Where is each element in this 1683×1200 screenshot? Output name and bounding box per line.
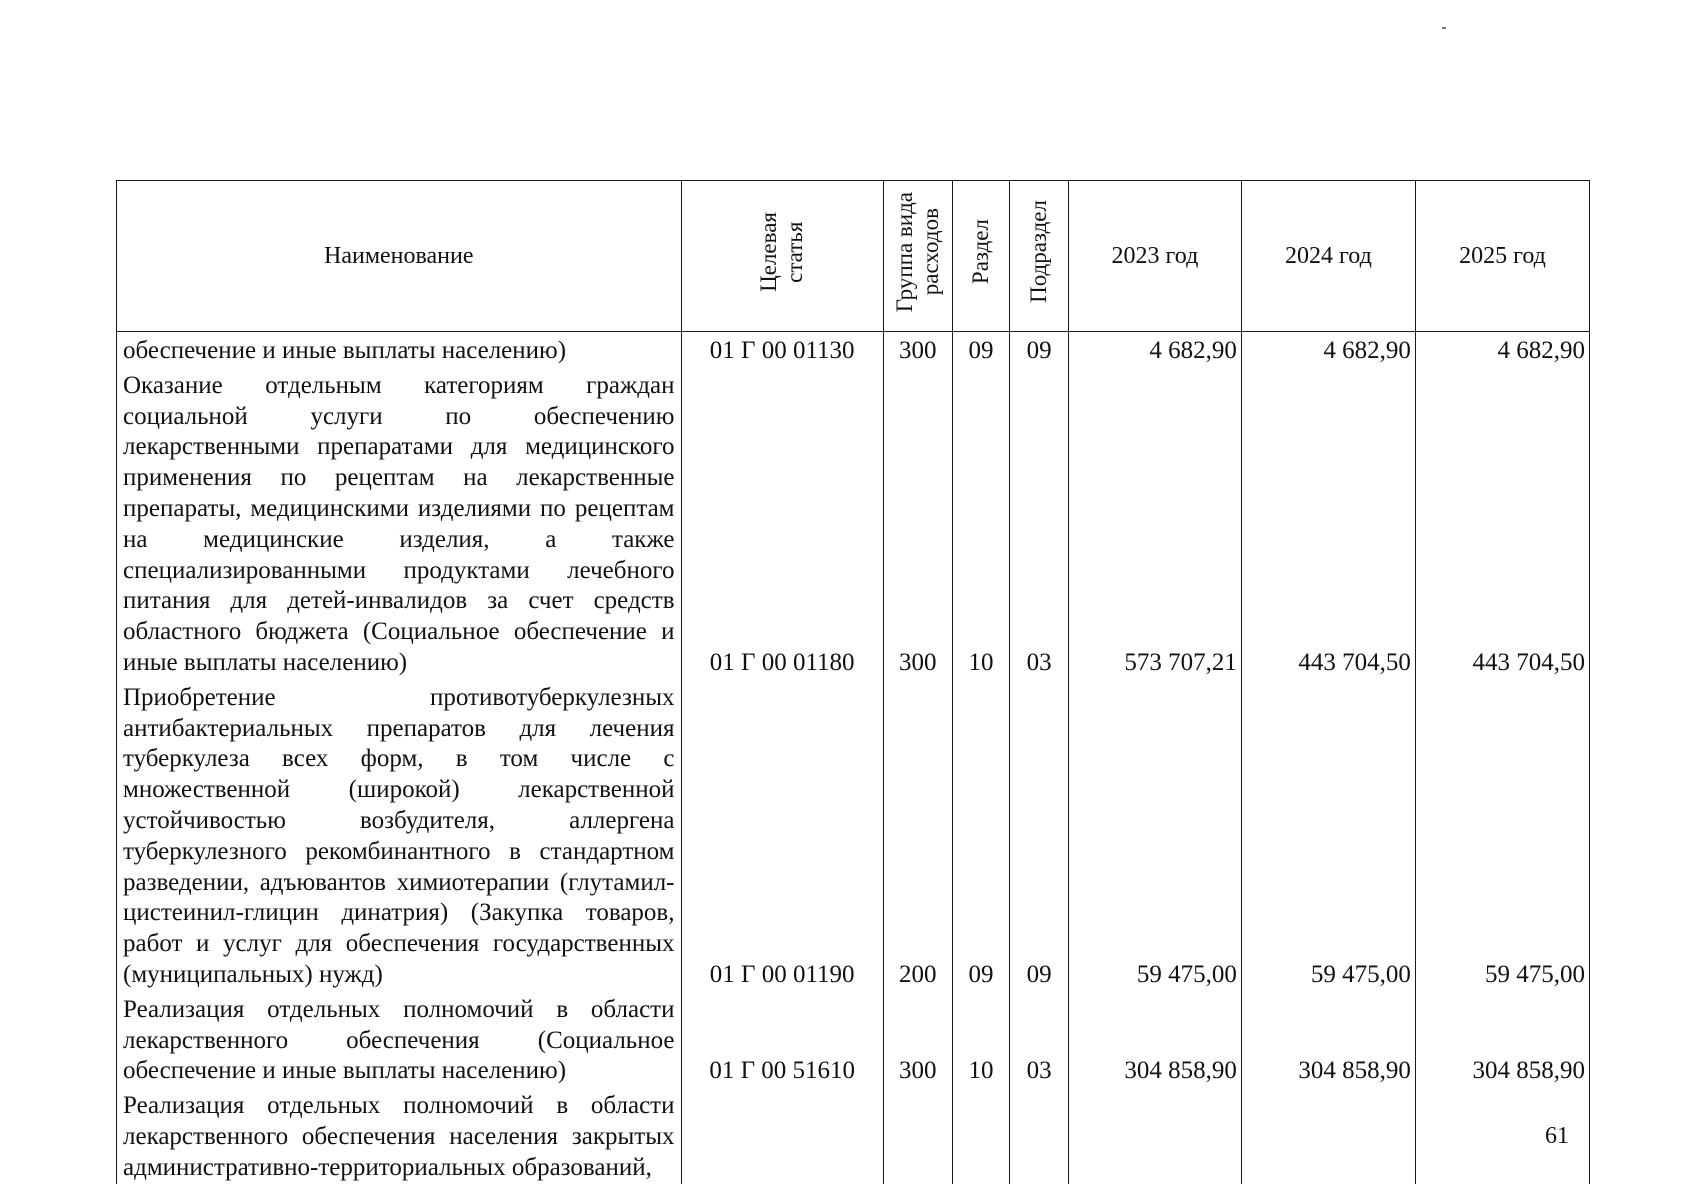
row-amount-2024: 304 858,90 — [1241, 991, 1415, 1087]
row-name: Оказание отдельным категориям граждан социальной услуги по обеспечению лекарственными препаратами для медицинского применения по рецептам на лекарственные препараты, медицинскими изделиями по рецептам на медицинские изделия, а также специализированными продуктами лечебного питания для детей-инвалидов за счет средств областного бюджета (Социальное обеспечение и иные выплаты населению) — [117, 367, 682, 679]
header-subsection — [1010, 181, 1069, 332]
row-amount-2025: 4 682,90 — [1415, 332, 1589, 367]
table-row — [117, 679, 1590, 991]
row-name: Реализация отдельных полномочий в области лекарственного обеспечения населения закрытых административно-территориальных образований, — [117, 1087, 682, 1183]
row-expense-group: 300 — [883, 991, 952, 1087]
row-target-article — [681, 1087, 883, 1183]
row-target-article: 01 Г 00 01180 — [681, 367, 883, 679]
row-amount-2023: 59 475,00 — [1068, 679, 1241, 991]
row-subsection: 09 — [1010, 332, 1069, 367]
header-group-line1: Группа вида — [891, 191, 917, 312]
header-subsection-label: Подраздел — [1026, 200, 1052, 304]
row-amount-2024: 4 682,90 — [1241, 332, 1415, 367]
header-section-label: Раздел — [967, 219, 993, 285]
row-expense-group — [883, 1087, 952, 1183]
row-subsection: 03 — [1010, 991, 1069, 1087]
header-target-article — [681, 181, 883, 332]
row-expense-group: 300 — [883, 332, 952, 367]
header-year-2024: 2024 год — [1241, 181, 1415, 332]
table-row — [117, 991, 1590, 1087]
header-name: Наименование — [117, 181, 682, 332]
row-amount-2023 — [1068, 1087, 1241, 1183]
row-section: 10 — [952, 991, 1010, 1087]
table-header-row — [117, 181, 1590, 332]
budget-table — [116, 180, 1590, 1184]
row-amount-2024: 59 475,00 — [1241, 679, 1415, 991]
row-amount-2023: 573 707,21 — [1068, 367, 1241, 679]
row-amount-2025: 443 704,50 — [1415, 367, 1589, 679]
header-group-line2: расходов — [917, 208, 943, 296]
row-amount-2024: 443 704,50 — [1241, 367, 1415, 679]
row-target-article: 01 Г 00 01190 — [681, 679, 883, 991]
row-subsection — [1010, 1087, 1069, 1183]
table-row — [117, 367, 1590, 679]
row-subsection: 09 — [1010, 679, 1069, 991]
scan-speck — [1442, 27, 1446, 29]
row-section: 09 — [952, 332, 1010, 367]
table-row — [117, 1087, 1590, 1183]
header-year-2023: 2023 год — [1068, 181, 1241, 332]
page-number: 61 — [1545, 1123, 1569, 1149]
row-subsection: 03 — [1010, 367, 1069, 679]
header-target-line1: Целевая — [756, 211, 782, 292]
header-year-2025: 2025 год — [1415, 181, 1589, 332]
row-amount-2023: 4 682,90 — [1068, 332, 1241, 367]
row-section: 10 — [952, 367, 1010, 679]
row-name: Реализация отдельных полномочий в области лекарственного обеспечения (Социальное обеспечение и иные выплаты населению) — [117, 991, 682, 1087]
row-name: обеспечение и иные выплаты населению) — [117, 332, 682, 367]
row-amount-2025: 59 475,00 — [1415, 679, 1589, 991]
header-target-line2: статья — [782, 220, 808, 283]
header-section — [952, 181, 1010, 332]
row-amount-2024 — [1241, 1087, 1415, 1183]
row-expense-group: 300 — [883, 367, 952, 679]
row-section — [952, 1087, 1010, 1183]
row-target-article: 01 Г 00 01130 — [681, 332, 883, 367]
table-row — [117, 332, 1590, 367]
row-name: Приобретение противотуберкулезных антибактериальных препаратов для лечения туберкулеза всех форм, в том числе с множественной (широкой) лекарственной устойчивостью возбудителя, аллергена туберкулезного рекомбинантного в стандартном разведении, адъювантов химиотерапии (глутамил-цистеинил-глицин динатрия) (Закупка товаров, работ и услуг для обеспечения государственных (муниципальных) нужд) — [117, 679, 682, 991]
header-expense-group — [883, 181, 952, 332]
row-amount-2023: 304 858,90 — [1068, 991, 1241, 1087]
row-target-article: 01 Г 00 51610 — [681, 991, 883, 1087]
row-expense-group: 200 — [883, 679, 952, 991]
row-amount-2025: 304 858,90 — [1415, 991, 1589, 1087]
row-section: 09 — [952, 679, 1010, 991]
